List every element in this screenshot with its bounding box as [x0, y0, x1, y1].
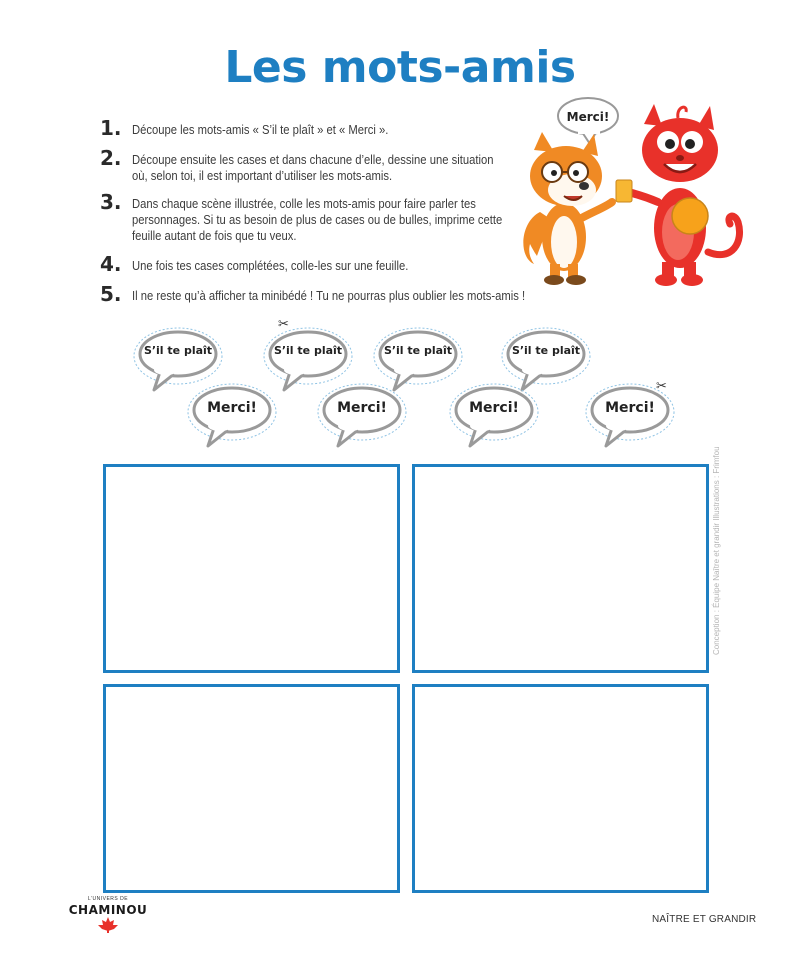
comic-panel-2[interactable] — [412, 464, 709, 673]
merci-speech-bubble — [558, 98, 618, 144]
comic-panel-3[interactable] — [103, 684, 400, 893]
bubble-text: Merci! — [605, 400, 655, 416]
step-text: Découpe ensuite les cases et dans chacune d’elle, dessine une situation où, selon toi, il est important d’utiliser les mots-amis. — [132, 153, 494, 183]
step-number: 3. — [100, 190, 122, 214]
step-text: Une fois tes cases complétées, colle-les sur une feuille. — [132, 259, 409, 273]
credits-vertical: Conception : Équipe Naître et grandir Illustrations : Frimfou — [712, 446, 721, 655]
step-text: Il ne reste qu’à afficher ta minibédé ! Tu ne pourras plus oublier les mots-amis ! — [132, 289, 526, 303]
logo-name: CHAMINOU — [68, 903, 148, 917]
page-title: Les mots-amis — [224, 42, 576, 93]
bubble-text: Merci! — [469, 400, 519, 416]
bubble-sil-3 — [374, 328, 462, 390]
step-number: 2. — [100, 146, 122, 170]
bubble-text: S’il te plaît — [511, 344, 581, 357]
chaminou-logo — [68, 896, 148, 946]
bubble-sil-4 — [502, 328, 590, 390]
step-text: Dans chaque scène illustrée, colle les mots-amis pour faire parler tes personnages. Si tu as besoin de plus de cases ou de bulles, imprime cette feuille autant de fois que tu veux. — [132, 197, 503, 243]
step-number: 4. — [100, 252, 122, 276]
comic-panel-4[interactable] — [412, 684, 709, 893]
step-text: Découpe les mots-amis « S’il te plaît » et « Merci ». — [132, 123, 389, 137]
bubble-text: S’il te plaît — [383, 344, 453, 357]
bubble-sil-2 — [264, 328, 352, 390]
bubble-text: S’il te plaît — [273, 344, 343, 357]
logo-tagline: L’UNIVERS DE — [87, 896, 129, 902]
step-number: 5. — [100, 282, 122, 306]
bubble-text: S’il te plaît — [143, 344, 213, 357]
step-number: 1. — [100, 116, 122, 140]
maple-leaf-icon — [96, 917, 120, 933]
scissors-icon: ✂ — [656, 378, 667, 393]
bubble-text: Merci! — [207, 400, 257, 416]
comic-panel-1[interactable] — [103, 464, 400, 673]
scissors-icon: ✂ — [278, 316, 289, 331]
bubble-text: Merci! — [337, 400, 387, 416]
fox-and-cat-illustration — [512, 92, 752, 292]
footer-brand: NAÎTRE ET GRANDIR — [652, 914, 757, 925]
cat-character — [616, 104, 740, 286]
cutout-bubbles — [0, 318, 800, 458]
speech-text: Merci! — [566, 110, 610, 124]
bubble-shapes — [0, 318, 800, 458]
bubble-sil-1 — [134, 328, 222, 390]
fox-character — [523, 132, 612, 285]
